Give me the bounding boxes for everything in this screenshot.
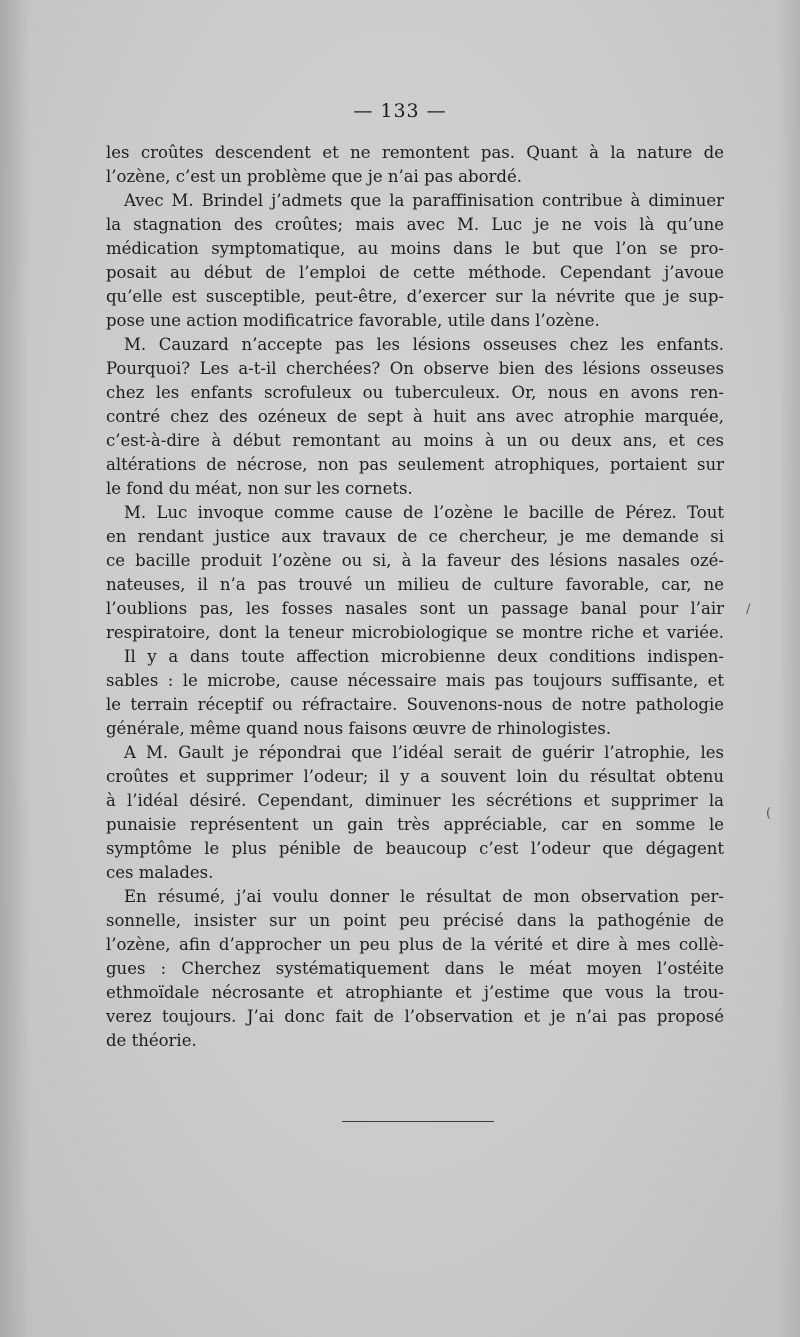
text-line: symptôme le plus pénible de beaucoup c’est l’odeur que dégagent [106,839,724,858]
text-line: en rendant justice aux travaux de ce chercheur, je me demande si [106,527,724,546]
text-line: ces malades. [106,863,214,882]
body-text [106,141,724,1053]
text-line: de théorie. [106,1031,197,1050]
text-line: verez toujours. J’ai donc fait de l’observation et je n’ai pas proposé [106,1007,724,1026]
text-line: chez les enfants scrofuleux ou tuberculeux. Or, nous en avons ren- [106,383,724,402]
text-line: les croûtes descendent et ne remontent pas. Quant à la nature de [106,143,724,162]
text-line: l’ozène, afin d’approcher un peu plus de la vérité et dire à mes collè- [106,935,724,954]
text-line: ethmoïdale nécrosante et atrophiante et j’estime que vous la trou- [106,983,724,1002]
text-line: générale, même quand nous faisons œuvre de rhinologistes. [106,719,612,738]
text-line: pose une action modificatrice favorable, utile dans l’ozène. [106,311,600,330]
text-line: qu’elle est susceptible, peut-être, d’exercer sur la névrite que je sup- [106,287,724,306]
text-line: sables : le microbe, cause nécessaire mais pas toujours suffisante, et [106,671,724,690]
page-number: — 133 — [353,100,447,122]
text-line: ce bacille produit l’ozène ou si, à la faveur des lésions nasales ozé- [106,551,724,570]
text-line: punaisie représentent un gain très appréciable, car en somme le [106,815,724,834]
text-line: M. Cauzard n’accepte pas les lésions osseuses chez les enfants. [124,335,724,354]
text-line: contré chez des ozéneux de sept à huit ans avec atrophie marquée, [106,407,724,426]
text-line: c’est-à-dire à début remontant au moins à un ou deux ans, et ces [106,431,724,450]
text-line: l’oublions pas, les fosses nasales sont un passage banal pour l’air [106,599,724,618]
text-line: sonnelle, insister sur un point peu précisé dans la pathogénie de [106,911,724,930]
text-line: En résumé, j’ai voulu donner le résultat de mon observation per- [124,887,724,906]
page-right-shadow [778,0,800,1337]
text-line: l’ozène, c’est un problème que je n’ai pas abordé. [106,167,522,186]
text-line: respiratoire, dont la teneur microbiologique se montre riche et variée. [106,623,724,642]
text-line: croûtes et supprimer l’odeur; il y a souvent loin du résultat obtenu [106,767,724,786]
text-line: médication symptomatique, au moins dans le but que l’on se pro- [106,239,724,258]
text-line: A M. Gault je répondrai que l’idéal serait de guérir l’atrophie, les [124,743,724,762]
text-line: à l’idéal désiré. Cependant, diminuer les sécrétions et supprimer la [106,791,724,810]
text-line: altérations de nécrose, non pas seulement atrophiques, portaient sur [106,455,724,474]
text-line: Il y a dans toute affection microbienne deux conditions indispen- [124,647,724,666]
text-line: le fond du méat, non sur les cornets. [106,479,413,498]
text-line: Pourquoi? Les a-t-il cherchées? On observe bien des lésions osseuses [106,359,724,378]
text-line: posait au début de l’emploi de cette méthode. Cependant j’avoue [106,263,724,282]
text-line: la stagnation des croûtes; mais avec M. Luc je ne vois là qu’une [106,215,724,234]
margin-mark: / [746,602,751,617]
text-line: M. Luc invoque comme cause de l’ozène le bacille de Pérez. Tout [124,503,724,522]
text-line: gues : Cherchez systématiquement dans le méat moyen l’ostéite [106,959,724,978]
margin-mark: ( [766,806,772,821]
end-rule [342,1121,494,1122]
text-line: nateuses, il n’a pas trouvé un milieu de culture favorable, car, ne [106,575,724,594]
text-line: Avec M. Brindel j’admets que la paraffinisation contribue à diminuer [124,191,724,210]
page-left-shadow [0,0,30,1337]
text-line: le terrain réceptif ou réfractaire. Souvenons-nous de notre pathologie [106,695,724,714]
